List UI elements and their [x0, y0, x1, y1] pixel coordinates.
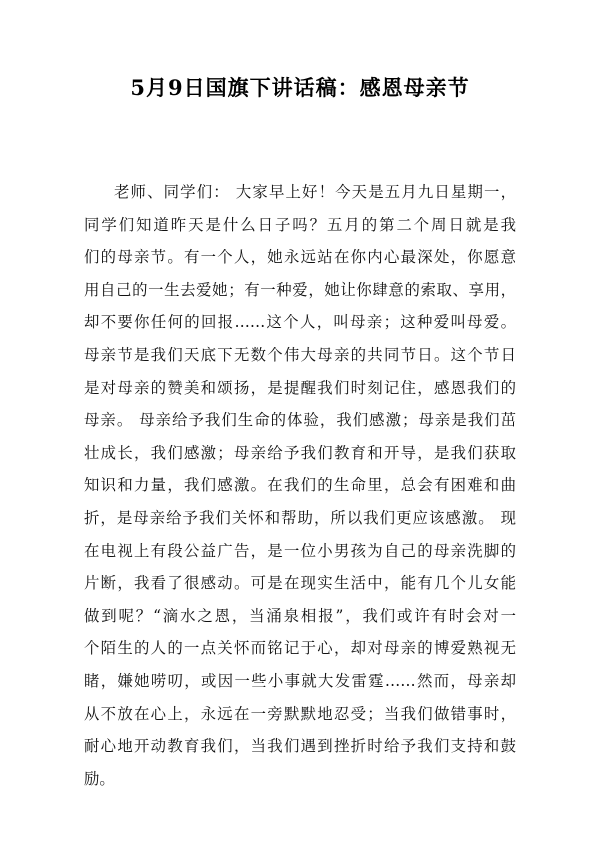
text-line: 片断，我看了很感动。可是在现实生活中，能有几个儿女能: [84, 574, 516, 593]
text-line: 是对母亲的赞美和颂扬，是提醒我们时刻记住，感恩我们的: [84, 378, 516, 397]
text-line: 耐心地开动教育我们，当我们遇到挫折时给予我们支持和鼓: [84, 737, 516, 756]
text-line: 从不放在心上，永远在一旁默默地忍受；当我们做错事时，: [84, 704, 516, 723]
text-line: 老师、同学们： 大家早上好！今天是五月九日星期一，: [114, 183, 516, 201]
text-line: 同学们知道昨天是什么日子吗？五月的第二个周日就是我: [84, 215, 516, 234]
text-line: 个陌生的人的一点关怀而铭记于心，却对母亲的博爱熟视无: [84, 639, 516, 658]
text-line: 励。: [84, 769, 115, 788]
speech-body: [84, 176, 516, 795]
text-line: 母亲。 母亲给予我们生命的体验，我们感激；母亲是我们茁: [84, 411, 516, 430]
document-title: 5月9日国旗下讲话稿：感恩母亲节: [130, 75, 470, 100]
text-line: 折，是母亲给予我们关怀和帮助，所以我们更应该感激。 现: [84, 508, 516, 527]
text-line: 用自己的一生去爱她；有一种爱，她让你肆意的索取、享用，: [84, 280, 516, 299]
text-line: 们的母亲节。有一个人，她永远站在你内心最深处，你愿意: [84, 248, 516, 267]
text-line: 壮成长，我们感激；母亲给予我们教育和开导，是我们获取: [84, 443, 516, 462]
text-line: 母亲节是我们天底下无数个伟大母亲的共同节日。这个节日: [84, 345, 516, 364]
text-line: 做到呢？“滴水之恩，当涌泉相报”，我们或许有时会对一: [84, 606, 516, 625]
text-line: 却不要你任何的回报……这个人，叫母亲；这种爱叫母爱。: [84, 313, 516, 332]
text-line: 睹，嫌她唠叨，或因一些小事就大发雷霆……然而，母亲却: [84, 671, 516, 690]
text-line: 知识和力量，我们感激。在我们的生命里，总会有困难和曲: [84, 476, 516, 495]
text-line: 在电视上有段公益广告，是一位小男孩为自己的母亲洗脚的: [84, 541, 516, 560]
